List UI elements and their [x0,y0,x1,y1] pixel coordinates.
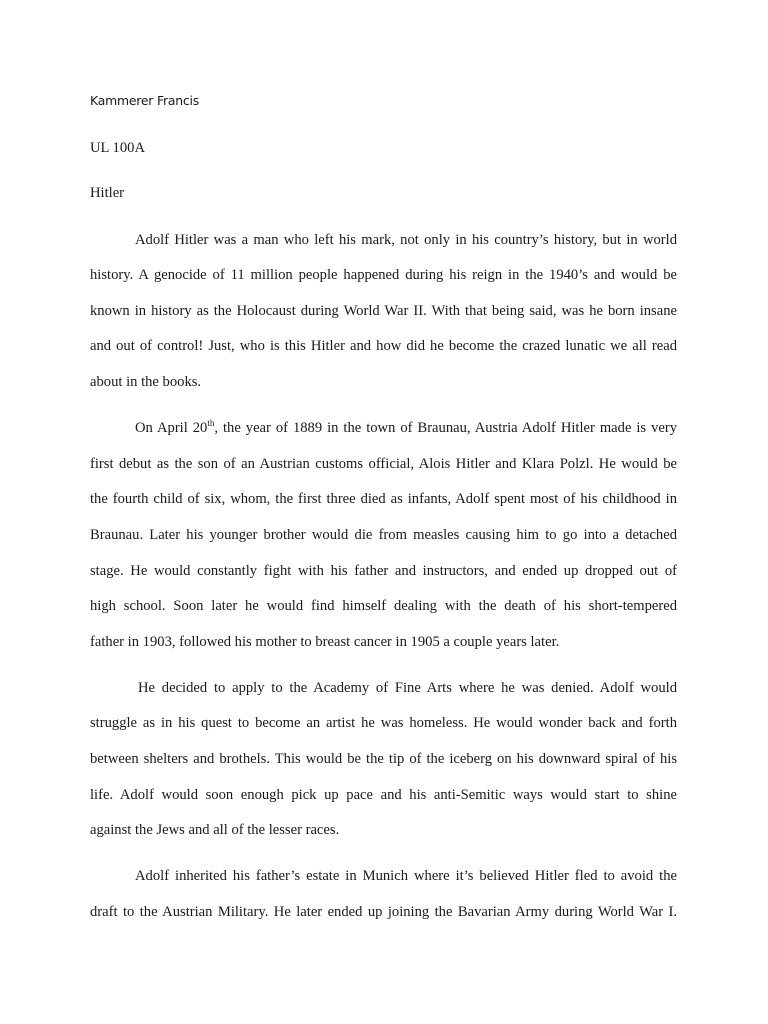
author-name: Kammerer Francis [90,93,200,108]
paragraph-2-line-1-rest: , the year of 1889 in the town of Braunau, Austria Adolf Hitler made is very [214,420,677,436]
essay-title: Hitler [90,185,125,201]
paragraph-3-line-1: He decided to apply to the Academy of Fine Arts where he was denied. Adolf would [138,680,677,696]
paragraph-2-date: On April 20 [135,420,208,436]
paragraph-2-line-2: first debut as the son of an Austrian customs official, Alois Hitler and Klara Polzl. He would be [90,456,677,472]
paragraph-4-line-1: Adolf inherited his father’s estate in Munich where it’s believed Hitler fled to avoid the [135,868,677,884]
paragraph-1-line-4: and out of control! Just, who is this Hitler and how did he become the crazed lunatic we all read [90,338,677,354]
paragraph-1-line-5: about in the books. [90,374,202,390]
paragraph-3-line-3: between shelters and brothels. This would be the tip of the iceberg on his downward spiral of his [90,751,677,767]
paragraph-1-line-1: Adolf Hitler was a man who left his mark, not only in his country’s history, but in world [135,232,677,248]
paragraph-1-line-3: known in history as the Holocaust during World War II. With that being said, was he born insane [90,303,677,319]
course-code: UL 100A [90,140,145,156]
paragraph-2-line-6: high school. Soon later he would find himself dealing with the death of his short-tempered [90,598,677,614]
paragraph-3-line-2: struggle as in his quest to become an artist he was homeless. He would wonder back and forth [90,715,677,731]
paragraph-2-line-4: Braunau. Later his younger brother would die from measles causing him to go into a detached [90,527,677,543]
paragraph-4-line-2: draft to the Austrian Military. He later ended up joining the Bavarian Army during World War I. [90,904,677,920]
paragraph-1-line-2: history. A genocide of 11 million people happened during his reign in the 1940’s and would be [90,267,677,283]
paragraph-2-line-1 [135,418,677,436]
date-superscript: th [207,418,215,428]
paragraph-3-line-4: life. Adolf would soon enough pick up pace and his anti-Semitic ways would start to shine [90,787,677,803]
paragraph-2-line-3: the fourth child of six, whom, the first three died as infants, Adolf spent most of his childhood in [90,491,677,507]
paragraph-3-line-5: against the Jews and all of the lesser races. [90,822,340,838]
paragraph-2-line-7: father in 1903, followed his mother to breast cancer in 1905 a couple years later. [90,634,560,650]
paragraph-2-line-5: stage. He would constantly fight with his father and instructors, and ended up dropped out of [90,563,677,579]
